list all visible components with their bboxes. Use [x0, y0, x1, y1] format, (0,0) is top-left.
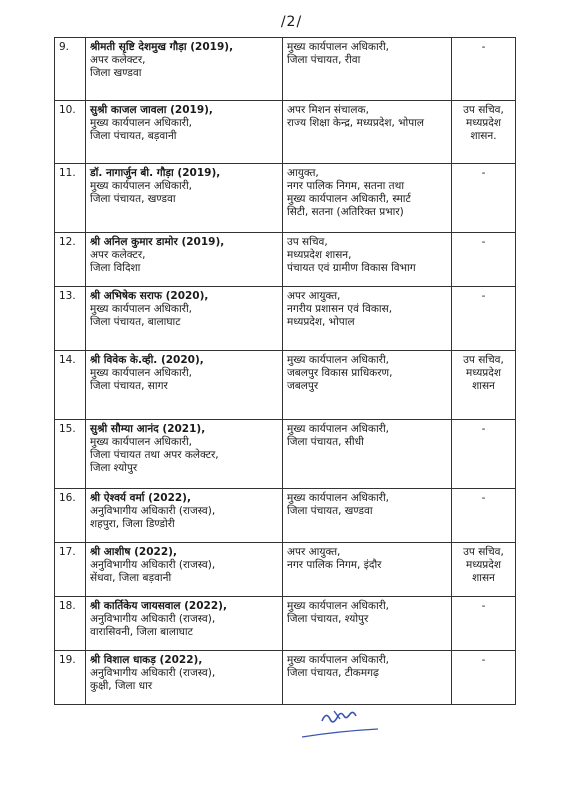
additional-charge-line: -: [481, 654, 486, 666]
additional-charge-line: -: [481, 290, 486, 302]
new-posting-line: मध्यप्रदेश शासन,: [287, 249, 352, 261]
additional-charge-line: -: [481, 167, 486, 179]
new-posting-cell: [283, 489, 452, 543]
officer-cell: [86, 164, 283, 233]
current-posting-line: जिला पंचायत, सागर: [90, 380, 168, 392]
new-posting-line: अपर आयुक्त,: [287, 290, 341, 302]
new-posting-cell: [283, 351, 452, 420]
table-row: [55, 287, 516, 351]
current-posting-line: सेंधवा, जिला बड़वानी: [90, 572, 172, 584]
current-posting-line: जिला खण्डवा: [90, 67, 142, 79]
additional-charge-line: -: [481, 492, 486, 504]
new-posting-line: आयुक्त,: [287, 167, 319, 179]
table-row: [55, 597, 516, 651]
new-posting-line: मुख्य कार्यपालन अधिकारी,: [287, 41, 390, 53]
officer-name: श्री ऐश्वर्य वर्मा (2022),: [90, 492, 191, 504]
officer-name: श्रीमती सृष्टि देशमुख गौड़ा (2019),: [90, 41, 234, 53]
new-posting-line: मुख्य कार्यपालन अधिकारी,: [287, 354, 390, 366]
new-posting-line: नगर पालिक निगम, सतना तथा: [287, 180, 405, 192]
current-posting-line: जिला पंचायत, बड़वानी: [90, 130, 177, 142]
additional-charge-line: मध्यप्रदेश शासन: [465, 367, 501, 392]
additional-charge-cell: [452, 164, 516, 233]
additional-charge-line: -: [481, 600, 486, 612]
new-posting-line: जिला पंचायत, टीकमगढ़: [287, 667, 379, 679]
new-posting-cell: [283, 233, 452, 287]
officer-cell: [86, 233, 283, 287]
new-posting-line: जिला पंचायत, रीवा: [287, 54, 361, 66]
current-posting-line: अनुविभागीय अधिकारी (राजस्व),: [90, 613, 216, 625]
officer-name: श्री कार्तिकेय जायसवाल (2022),: [90, 600, 227, 612]
additional-charge-line: मध्यप्रदेश शासन: [465, 559, 501, 584]
officer-name: सुश्री सौम्या आनंद (2021),: [90, 423, 206, 435]
new-posting-line: पंचायत एवं ग्रामीण विकास विभाग: [287, 262, 416, 274]
new-posting-line: जबलपुर विकास प्राधिकरण,: [287, 367, 393, 379]
serial-number: 16.: [55, 489, 86, 543]
new-posting-line: नगर पालिक निगम, इंदौर: [287, 559, 382, 571]
new-posting-cell: [283, 543, 452, 597]
officer-name: श्री विशाल धाकड़ (2022),: [90, 654, 203, 666]
serial-number: 13.: [55, 287, 86, 351]
new-posting-cell: [283, 597, 452, 651]
new-posting-cell: [283, 420, 452, 489]
officer-cell: [86, 489, 283, 543]
table-row: [55, 489, 516, 543]
additional-charge-line: मध्यप्रदेश शासन.: [465, 117, 501, 142]
current-posting-line: जिला विदिशा: [90, 262, 141, 274]
current-posting-line: अनुविभागीय अधिकारी (राजस्व),: [90, 667, 216, 679]
table-row: [55, 543, 516, 597]
current-posting-line: अपर कलेक्टर,: [90, 54, 146, 66]
new-posting-line: नगरीय प्रशासन एवं विकास,: [287, 303, 393, 315]
officer-name: सुश्री काजल जावला (2019),: [90, 104, 213, 116]
table-row: [55, 233, 516, 287]
officer-cell: [86, 420, 283, 489]
current-posting-line: अनुविभागीय अधिकारी (राजस्व),: [90, 559, 216, 571]
table-row: [55, 38, 516, 101]
new-posting-cell: [283, 164, 452, 233]
new-posting-line: अपर मिशन संचालक,: [287, 104, 369, 116]
serial-number: 11.: [55, 164, 86, 233]
officer-name: श्री अभिषेक सराफ (2020),: [90, 290, 209, 302]
new-posting-line: सिटी, सतना (अतिरिक्त प्रभार): [287, 206, 404, 218]
officer-name: डॉ. नागार्जुन बी. गौड़ा (2019),: [90, 167, 221, 179]
new-posting-line: मुख्य कार्यपालन अधिकारी, स्मार्ट: [287, 193, 411, 205]
officer-cell: [86, 597, 283, 651]
current-posting-line: जिला पंचायत, बालाघाट: [90, 316, 181, 328]
serial-number: 14.: [55, 351, 86, 420]
serial-number: 18.: [55, 597, 86, 651]
serial-number: 10.: [55, 101, 86, 164]
table-row: [55, 101, 516, 164]
additional-charge-line: -: [481, 41, 486, 53]
page-number: /2/: [280, 14, 303, 30]
current-posting-line: मुख्य कार्यपालन अधिकारी,: [90, 303, 193, 315]
new-posting-line: जिला पंचायत, सीधी: [287, 436, 364, 448]
current-posting-line: मुख्य कार्यपालन अधिकारी,: [90, 367, 193, 379]
additional-charge-cell: [452, 543, 516, 597]
current-posting-line: मुख्य कार्यपालन अधिकारी,: [90, 117, 193, 129]
new-posting-cell: [283, 38, 452, 101]
new-posting-line: जिला पंचायत, श्योपुर: [287, 613, 369, 625]
additional-charge-cell: [452, 233, 516, 287]
serial-number: 15.: [55, 420, 86, 489]
new-posting-line: मुख्य कार्यपालन अधिकारी,: [287, 492, 390, 504]
officer-cell: [86, 351, 283, 420]
table-row: [55, 164, 516, 233]
additional-charge-cell: [452, 420, 516, 489]
additional-charge-cell: [452, 38, 516, 101]
additional-charge-line: उप सचिव,: [463, 546, 504, 558]
additional-charge-cell: [452, 489, 516, 543]
current-posting-line: अपर कलेक्टर,: [90, 249, 146, 261]
officer-cell: [86, 651, 283, 705]
current-posting-line: जिला पंचायत, खण्डवा: [90, 193, 176, 205]
table-row: [55, 651, 516, 705]
additional-charge-cell: [452, 351, 516, 420]
current-posting-line: अनुविभागीय अधिकारी (राजस्व),: [90, 505, 216, 517]
additional-charge-cell: [452, 287, 516, 351]
signature-mark: [300, 705, 380, 741]
additional-charge-line: उप सचिव,: [463, 354, 504, 366]
additional-charge-line: -: [481, 236, 486, 248]
new-posting-line: मुख्य कार्यपालन अधिकारी,: [287, 654, 390, 666]
new-posting-line: उप सचिव,: [287, 236, 328, 248]
table-body: [55, 38, 516, 705]
additional-charge-line: उप सचिव,: [463, 104, 504, 116]
officer-cell: [86, 101, 283, 164]
new-posting-line: जबलपुर: [287, 380, 319, 392]
current-posting-line: शहपुरा, जिला डिण्डोरी: [90, 518, 175, 530]
table-row: [55, 420, 516, 489]
officer-name: श्री आशीष (2022),: [90, 546, 177, 558]
serial-number: 12.: [55, 233, 86, 287]
new-posting-cell: [283, 101, 452, 164]
new-posting-cell: [283, 651, 452, 705]
current-posting-line: जिला श्योपुर: [90, 462, 138, 474]
serial-number: 17.: [55, 543, 86, 597]
new-posting-line: अपर आयुक्त,: [287, 546, 341, 558]
officer-cell: [86, 287, 283, 351]
current-posting-line: मुख्य कार्यपालन अधिकारी,: [90, 436, 193, 448]
serial-number: 19.: [55, 651, 86, 705]
additional-charge-cell: [452, 101, 516, 164]
officer-cell: [86, 543, 283, 597]
serial-number: 9.: [55, 38, 86, 101]
current-posting-line: मुख्य कार्यपालन अधिकारी,: [90, 180, 193, 192]
current-posting-line: वारासिवनी, जिला बालाघाट: [90, 626, 193, 638]
additional-charge-cell: [452, 651, 516, 705]
additional-charge-line: -: [481, 423, 486, 435]
new-posting-line: मुख्य कार्यपालन अधिकारी,: [287, 600, 390, 612]
new-posting-cell: [283, 287, 452, 351]
officer-name: श्री विवेक के.व्ही. (2020),: [90, 354, 204, 366]
new-posting-line: मुख्य कार्यपालन अधिकारी,: [287, 423, 390, 435]
new-posting-line: मध्यप्रदेश, भोपाल: [287, 316, 355, 328]
additional-charge-cell: [452, 597, 516, 651]
new-posting-line: राज्य शिक्षा केन्द्र, मध्यप्रदेश, भोपाल: [287, 117, 425, 129]
table-row: [55, 351, 516, 420]
current-posting-line: कुक्षी, जिला धार: [90, 680, 153, 692]
transfer-orders-table: [54, 37, 516, 705]
current-posting-line: जिला पंचायत तथा अपर कलेक्टर,: [90, 449, 219, 461]
new-posting-line: जिला पंचायत, खण्डवा: [287, 505, 373, 517]
officer-cell: [86, 38, 283, 101]
officer-name: श्री अनिल कुमार डामोर (2019),: [90, 236, 225, 248]
